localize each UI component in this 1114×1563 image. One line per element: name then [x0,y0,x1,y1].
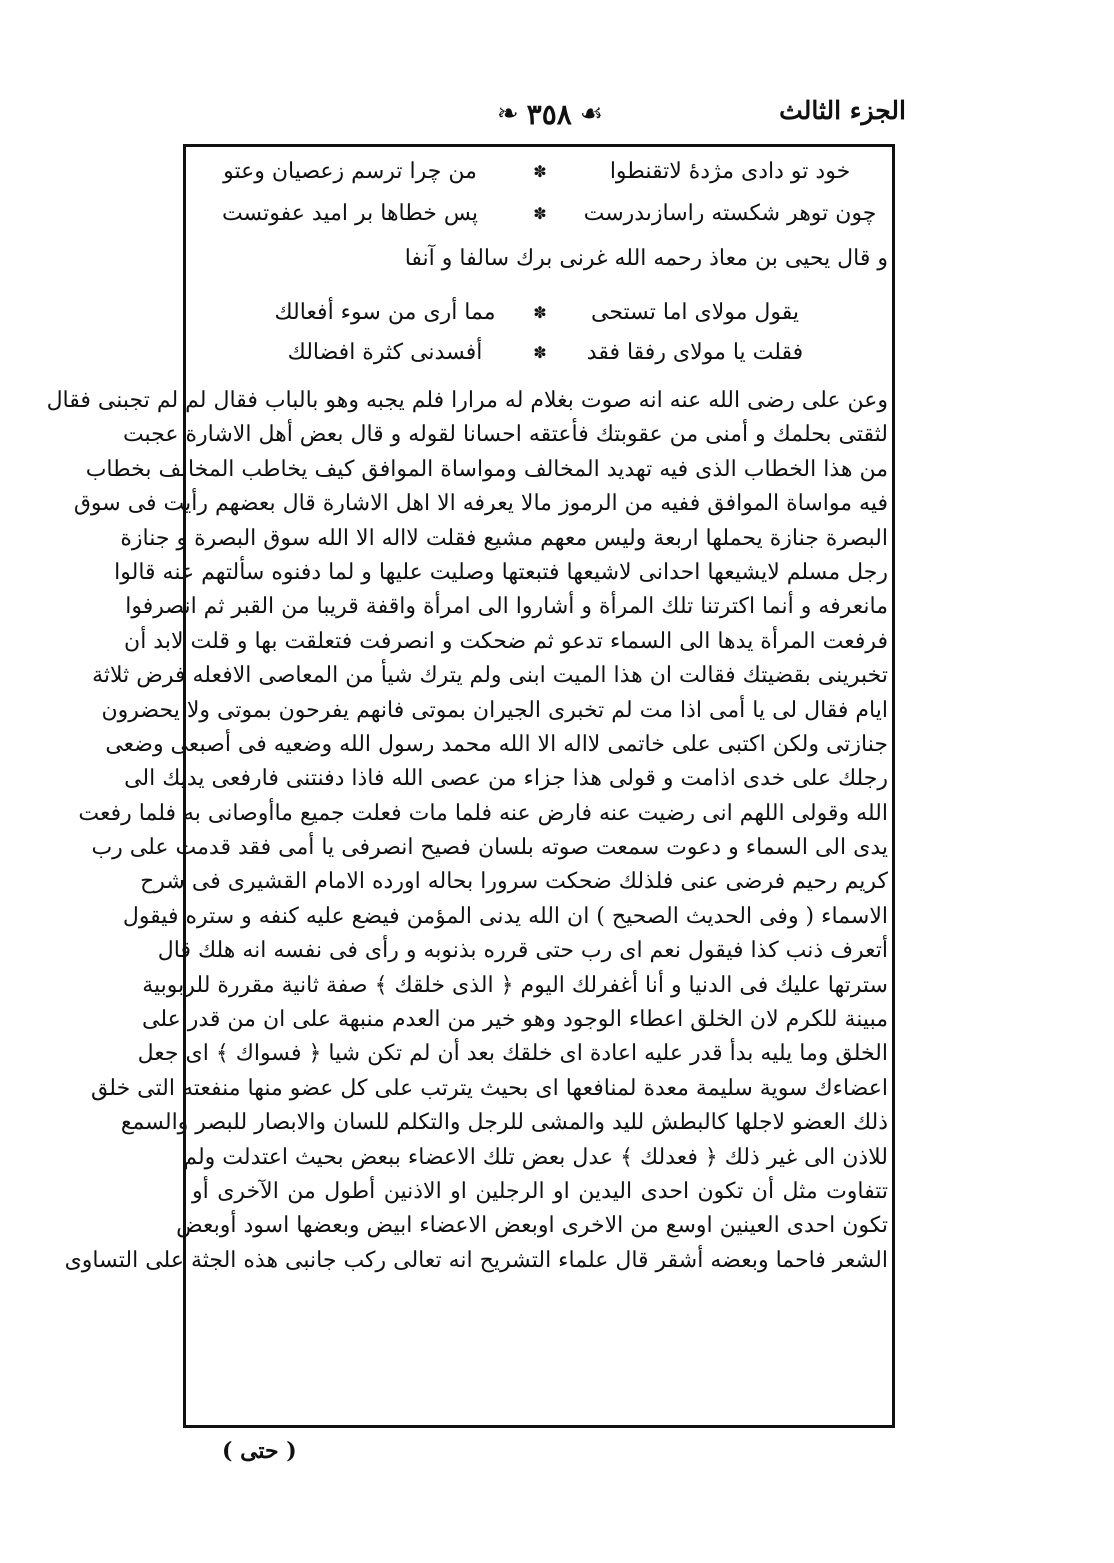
verse-hemistich: أفسدنى كثرة افضالك [287,339,483,365]
body-line: الخلق وما يليه بدأ قدر عليه اعادة اى خلقك بعد أن لم تكن شيا ﴿ فسواك ﴾ اى جعل [137,1041,888,1067]
body-line: سترتها عليك فى الدنيا و أنا أغفرلك اليوم ﴿ الذى خلقك ﴾ صفة ثانية مقررة للربوبية [142,972,888,998]
verse-separator-icon: ✽ [533,161,547,181]
body-line: ايام فقال لى يا أمى اذا مت لم تخبرى الجيران بموتى فانهم يفرحون بموتى ولا يحضرون [101,697,888,723]
verse-hemistich: يقول مولاى اما تستحى [590,299,800,325]
persian-verses [200,150,880,234]
body-line: يدى الى السماء و دعوت سمعت صوته بلسان فصيح انصرفى يا أمى فقد قدمت على رب [91,835,888,861]
body-line: للاذن الى غير ذلك ﴿ فعدلك ﴾ عدل بعض تلك الاعضاء ببعض بحيث اعتدلت ولم [183,1144,888,1170]
verse-hemistich: چون توهر شكسته راسازىدرست [583,200,877,226]
page-number: ٣٥٨ [526,97,572,131]
body-line: مانعرفه و أنما اكترتنا تلك المرأة و أشاروا الى امرأة واقفة قريبا من القبر ثم انصرفوا [125,594,888,620]
page-number-block [470,92,630,136]
verse-row [270,332,810,372]
body-line: من هذا الخطاب الذى فيه تهديد المخالف ومواساة الموافق كيف يخاطب المخالف بخطاب [85,456,888,482]
body-line: البصرة جنازة يحملها اربعة وليس معهم مشيع فقلت لااله الا الله سوق البصرة و جنازة [120,525,888,551]
body-line: رجلك على خدى اذامت و قولى هذا جزاء من عصى الله فاذا دفنتنى فارفعى يديك الى [124,766,888,792]
body-line: الله وقولى اللهم انى رضيت عنه فارض عنه فلما مات فعلت جميع ماأوصانى به فلما رفعت [78,800,888,826]
body-line: تكون احدى العينين اوسع من الاخرى اوبعض الاعضاء ابيض وبعضها اسود أوبعض [176,1213,888,1239]
verse-row [270,292,810,332]
body-line: رجل مسلم لايشيعها احدانى لاشيعها فتبعتها وصليت عليها و لما دفنوه سألتهم عنه قالوا [114,559,888,585]
verse-hemistich: مما أرى من سوء أفعالك [274,299,496,325]
body-text [46,384,888,1278]
catchword: ( حتى ) [222,1438,297,1464]
body-line: فرفعت المرأة يدها الى السماء تدعو ثم ضحكت و انصرفت فتعلقت بها و قلت لابد أن [124,628,888,654]
page-header [0,92,1114,142]
part-label: الجزء الثالث [779,96,906,125]
body-line: تتفاوت مثل أن تكون احدى اليدين او الرجلين او الاذنين أطول من الآخرى أو [192,1178,888,1204]
intro-line: و قال يحيى بن معاذ رحمه الله غرنى برك سالفا و آنفا [404,246,888,271]
verse-hemistich: من چرا ترسم زعصيان وعتو [223,158,477,184]
arabic-verses [270,292,810,372]
body-line: وعن على رضى الله عنه انه صوت بغلام له مرارا فلم يجبه وهو بالباب فقال لم لم تجبنى فقال [46,388,888,413]
verse-hemistich: خود تو دادى مژدهٔ لاتقنطوا [609,158,851,184]
ornament-right-icon: ☙ [579,99,604,129]
verse-separator-icon: ✽ [533,302,547,322]
ornament-left-icon: ❧ [496,99,519,129]
body-line: فيه مواساة الموافق ففيه من الرموز مالا يعرفه الا اهل الاشارة قال بعضهم رأيت فى سوق [73,491,888,517]
body-line: جنازتى ولكن اكتبى على خاتمى لااله الا الله محمد رسول الله وضعيه فى أصبعى وضعى [105,731,888,757]
body-line: الاسماء ( وفى الحديث الصحيح ) ان الله يدنى المؤمن فيضع عليه كنفه و ستره فيقول [122,903,888,929]
verse-hemistich: فقلت يا مولاى رفقا فقد [586,339,804,365]
body-line: الشعر فاحما وبعضه أشقر قال علماء التشريح انه تعالى ركب جانبى هذه الجثة على التساوى [64,1247,888,1273]
body-line: لثقتى بحلمك و أمنى من عقوبتك فأعتقه احسانا لقوله و قال بعض أهل الاشارة عجبت [122,422,888,448]
body-line: مبينة للكرم لان الخلق اعطاء الوجود وهو خير من العدم منبهة على ان من قدر على [142,1007,888,1033]
verse-hemistich: پس خطاها بر اميد عفوتست [221,200,479,226]
verse-separator-icon: ✽ [533,203,547,223]
body-line: تخبرينى بقضيتك فقالت ان هذا الميت ابنى ولم يترك شيأ من المعاصى الافعله فرض ثلاثة [92,663,888,689]
body-line: كريم رحيم فرضى عنى فلذلك ضحكت سرورا بحاله اورده الامام القشيرى فى شرح [140,869,888,895]
verse-row [200,192,880,234]
verse-row [200,150,880,192]
body-line: اعضاءك سوية سليمة معدة لمنافعها اى بحيث يترتب على كل عضو منها منفعته التى خلق [90,1075,888,1101]
verse-separator-icon: ✽ [533,342,547,362]
body-line: ذلك العضو لاجلها كالبطش لليد والمشى للرجل والتكلم للسان والابصار للبصر والسمع [120,1110,888,1136]
body-line: أتعرف ذنب كذا فيقول نعم اى رب حتى قرره بذنوبه و رأى فى نفسه انه هلك قال [157,938,888,964]
